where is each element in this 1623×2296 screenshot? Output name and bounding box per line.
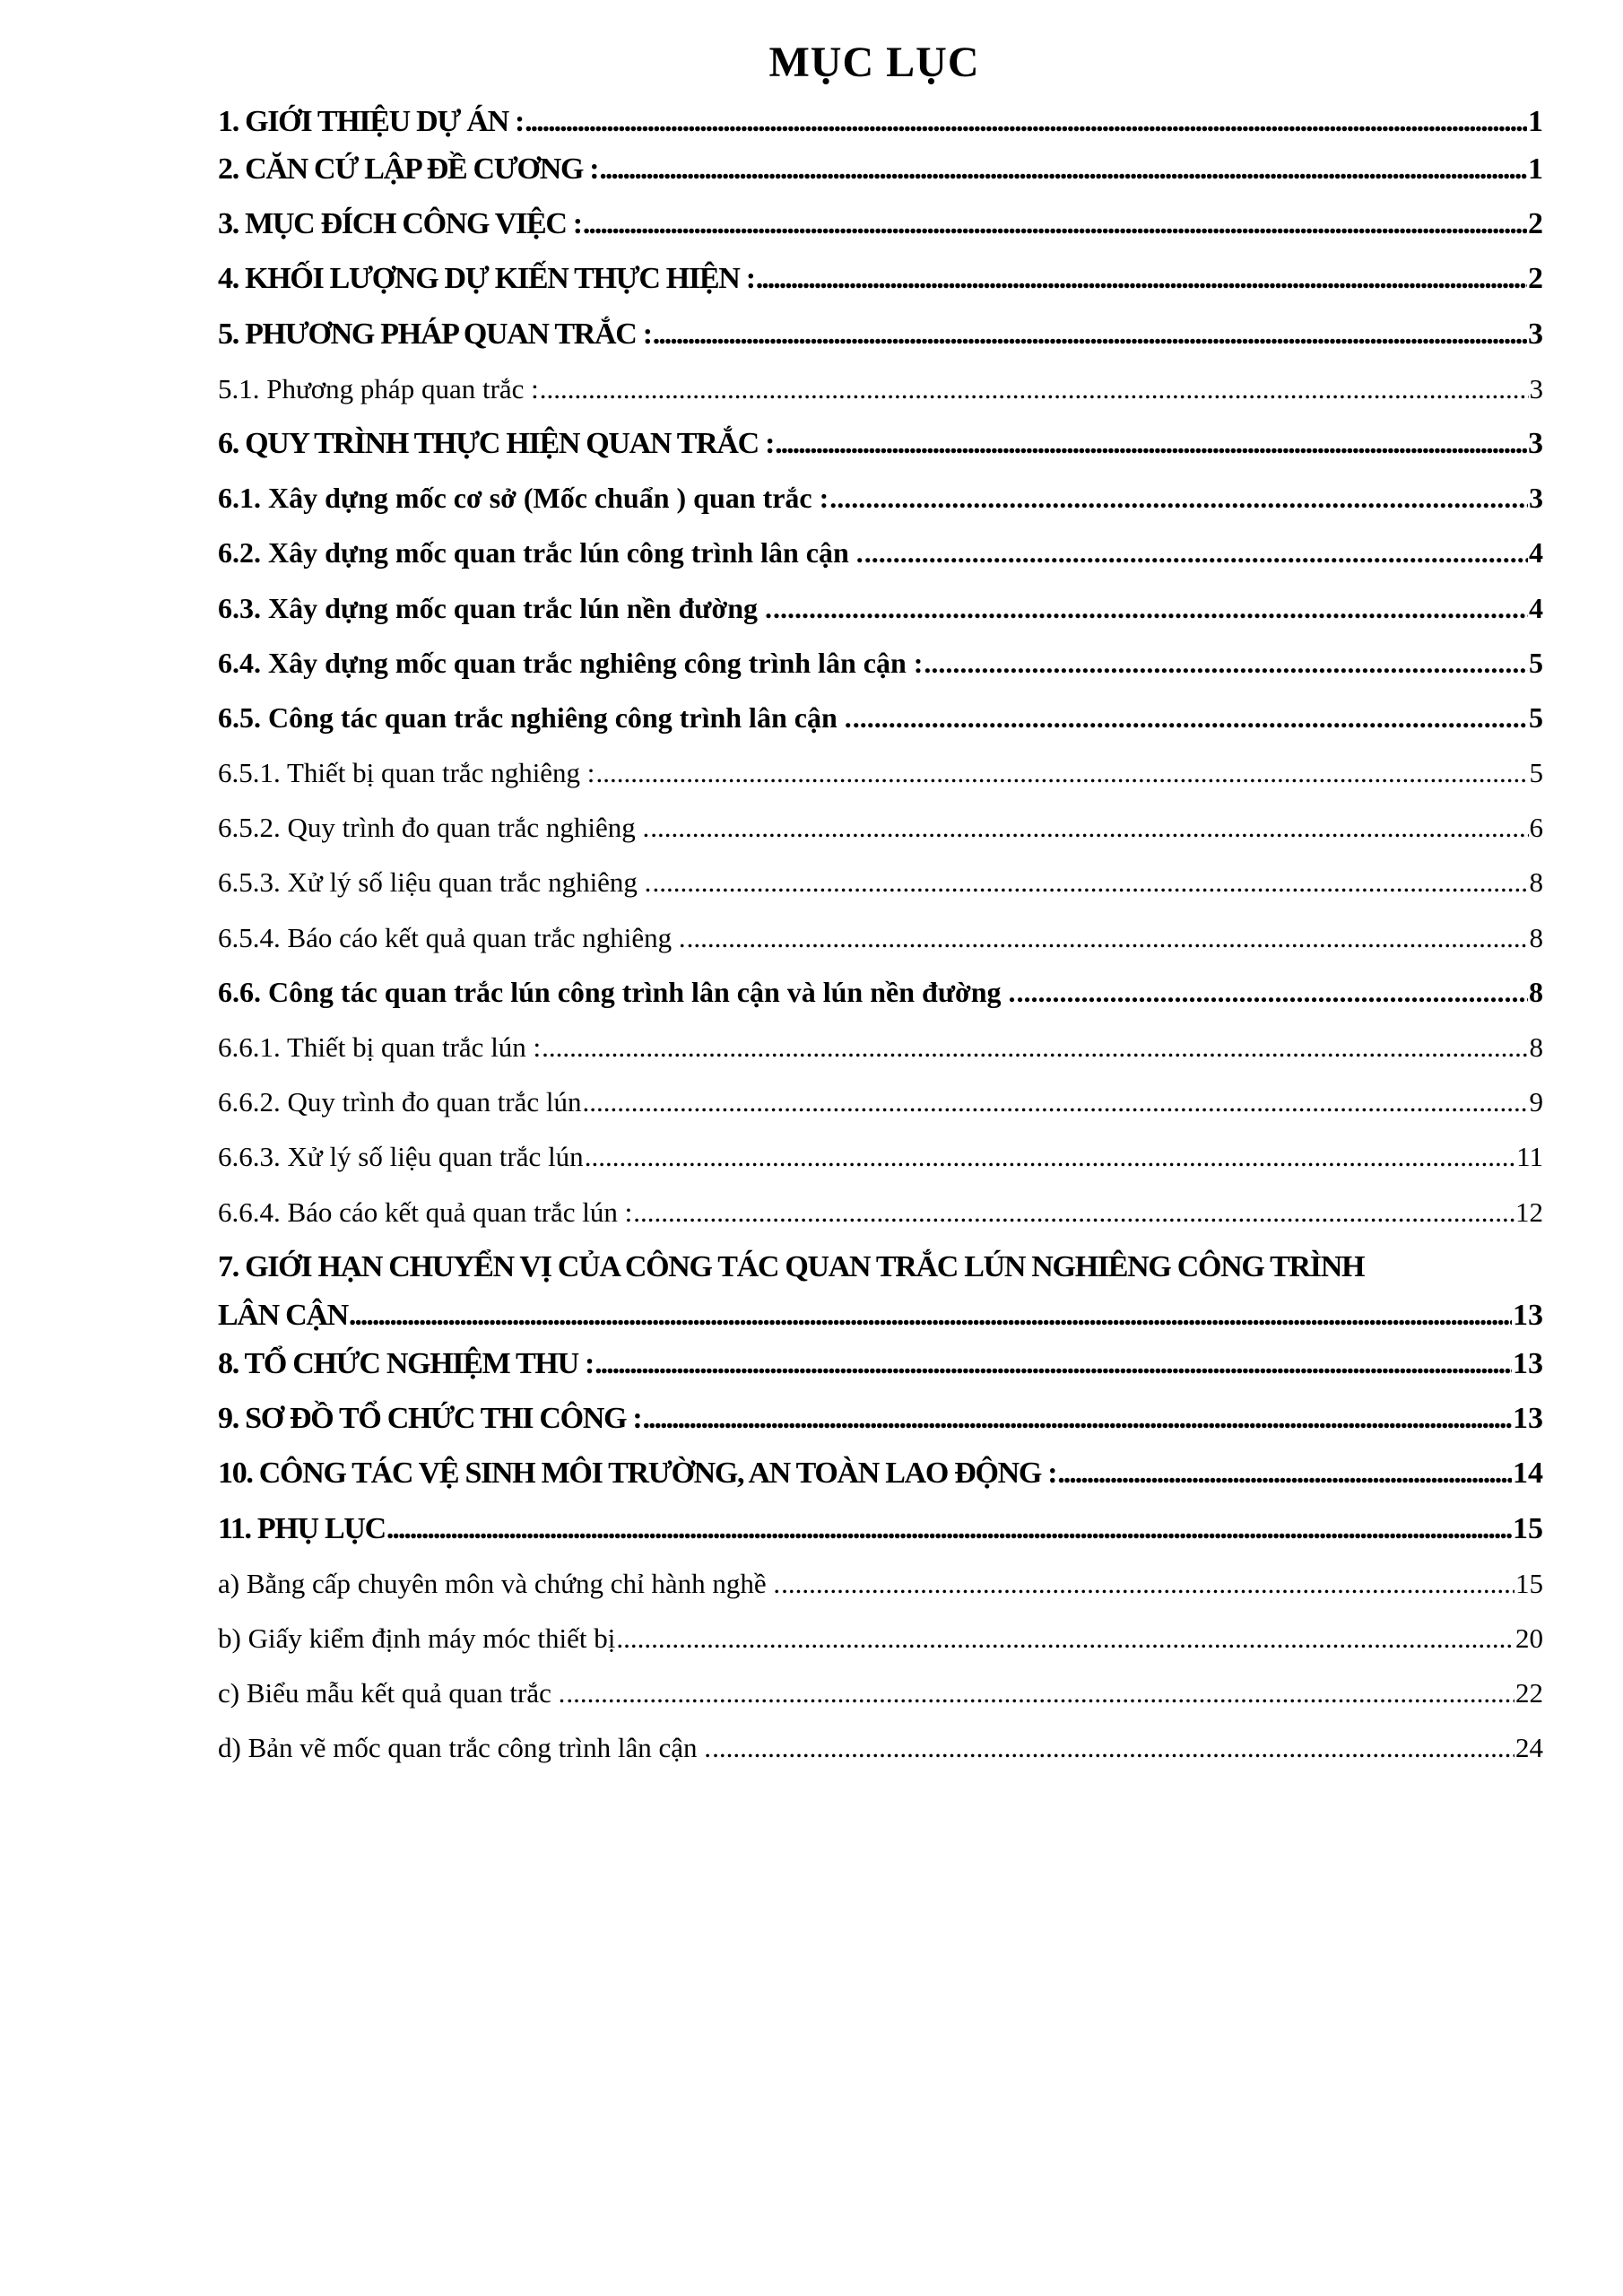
- toc-entry-label: 4. KHỐI LƯỢNG DỰ KIẾN THỰC HIỆN :: [218, 262, 755, 296]
- toc-page-number: 5: [1529, 757, 1543, 789]
- toc-entry-8[interactable]: [218, 1336, 1543, 1391]
- toc-page-number: 12: [1515, 1196, 1543, 1228]
- dot-leader: [756, 251, 1527, 306]
- toc-page-number: 1: [1528, 152, 1543, 186]
- toc-entry-label: 6.4. Xây dựng mốc quan trắc nghiêng công trình lân cận :: [218, 646, 924, 679]
- toc-entry-label: c) Biểu mẫu kết quả quan trắc .: [218, 1677, 566, 1709]
- toc-entry-5-1[interactable]: [218, 361, 1543, 416]
- toc-page-number: 5: [1529, 646, 1543, 679]
- toc-entry-label: 10. CÔNG TÁC VỆ SINH MÔI TRƯỜNG, AN TOÀN LAO ĐỘNG :: [218, 1457, 1057, 1491]
- toc-entry-6-4[interactable]: [218, 636, 1543, 691]
- toc-page-number: 13: [1513, 1298, 1543, 1332]
- dot-leader: [599, 142, 1527, 196]
- toc-entry-6-5-4[interactable]: [218, 910, 1543, 965]
- dot-leader: [1017, 965, 1528, 1020]
- toc-entry-label: 6.5.3. Xử lý số liệu quan trắc nghiêng .: [218, 866, 652, 899]
- toc-entry-label: 6.6.2. Quy trình đo quan trắc lún: [218, 1086, 582, 1118]
- dot-leader: [386, 1501, 1512, 1556]
- toc-page-number: 6: [1529, 812, 1543, 844]
- toc-page-number: 3: [1528, 317, 1543, 351]
- toc-entry-7[interactable]: [218, 1239, 1543, 1336]
- toc-entry-label: 8. TỔ CHỨC NGHIỆM THU :: [218, 1346, 595, 1380]
- toc-entry-label: 6.6.3. Xử lý số liệu quan trắc lún: [218, 1141, 584, 1173]
- toc-entry-6-6-4[interactable]: [218, 1185, 1543, 1239]
- dot-leader: [924, 636, 1528, 691]
- dot-leader: [773, 581, 1528, 636]
- dot-leader: [616, 1611, 1515, 1665]
- dot-leader: [853, 691, 1528, 745]
- toc-entry-label: 9. SƠ ĐỒ TỔ CHỨC THI CÔNG :: [218, 1402, 642, 1436]
- toc-entry-label: 6.2. Xây dựng mốc quan trắc lún công trình lân cận .: [218, 536, 864, 570]
- dot-leader: [540, 361, 1529, 416]
- dot-leader: [595, 745, 1528, 800]
- toc-entry-label: 6.6.1. Thiết bị quan trắc lún :: [218, 1031, 542, 1063]
- toc-entry-6-5[interactable]: [218, 691, 1543, 745]
- toc-entry-6-6-1[interactable]: [218, 1020, 1543, 1074]
- toc-page-number: 8: [1529, 975, 1543, 1008]
- toc-entry-label: b) Giấy kiểm định máy móc thiết bị: [218, 1622, 616, 1654]
- toc-page-number: 2: [1528, 207, 1543, 241]
- toc-entry-6-5-3[interactable]: [218, 855, 1543, 909]
- toc-page-number: 3: [1528, 426, 1543, 460]
- dot-leader: [864, 526, 1528, 580]
- dot-leader: [712, 1720, 1515, 1775]
- toc-entry-11-b[interactable]: [218, 1611, 1543, 1665]
- dot-leader: [542, 1020, 1528, 1074]
- dot-leader: [642, 1391, 1512, 1446]
- toc-page-number: 20: [1515, 1622, 1543, 1654]
- dot-leader: [595, 1336, 1512, 1391]
- toc-entry-6-6[interactable]: [218, 965, 1543, 1020]
- toc-entry-label: d) Bản vẽ mốc quan trắc công trình lân cận .: [218, 1732, 712, 1764]
- toc-entry-6-6-3[interactable]: [218, 1129, 1543, 1184]
- toc-entry-label: 6.5.1. Thiết bị quan trắc nghiêng :: [218, 757, 595, 789]
- toc-entry-label: 11. PHỤ LỤC: [218, 1511, 386, 1545]
- toc-entry-6-5-2[interactable]: [218, 800, 1543, 855]
- toc-entry-label: 2. CĂN CỨ LẬP ĐỀ CƯƠNG :: [218, 152, 599, 186]
- toc-page-number: 24: [1515, 1732, 1543, 1764]
- toc-entry-11-d[interactable]: [218, 1720, 1543, 1775]
- toc-entry-9[interactable]: [218, 1391, 1543, 1446]
- toc-entry-label: 6.6. Công tác quan trắc lún công trình lân cận và lún nền đường .: [218, 975, 1016, 1008]
- toc-entry-11-a[interactable]: [218, 1556, 1543, 1611]
- toc-page-number: 22: [1515, 1677, 1543, 1709]
- dot-leader: [650, 800, 1528, 855]
- toc-entry-label: 6. QUY TRÌNH THỰC HIỆN QUAN TRẮC :: [218, 426, 775, 460]
- table-of-contents: [218, 102, 1543, 1775]
- toc-entry-label: 6.6.4. Báo cáo kết quả quan trắc lún :: [218, 1196, 633, 1228]
- toc-entry-1[interactable]: [218, 102, 1543, 142]
- toc-entry-6-1[interactable]: [218, 471, 1543, 526]
- dot-leader: [525, 102, 1527, 142]
- toc-page-number: 3: [1529, 372, 1543, 404]
- dot-leader: [583, 1074, 1529, 1129]
- toc-page-number: 8: [1529, 866, 1543, 899]
- dot-leader: [583, 196, 1527, 251]
- toc-page-number: 4: [1529, 536, 1543, 570]
- page-title: MỤC LỤC: [768, 39, 980, 86]
- toc-page-number: 9: [1529, 1086, 1543, 1118]
- toc-entry-3[interactable]: [218, 196, 1543, 251]
- toc-page-number: 4: [1529, 591, 1543, 624]
- toc-entry-label: 1. GIỚI THIỆU DỰ ÁN :: [218, 105, 525, 138]
- toc-page-number: 13: [1513, 1402, 1543, 1436]
- toc-page-number: 3: [1529, 482, 1543, 515]
- toc-entry-label: 5.1. Phương pháp quan trắc :: [218, 372, 539, 404]
- toc-entry-label: 3. MỤC ĐÍCH CÔNG VIỆC :: [218, 207, 582, 241]
- toc-entry-6-5-1[interactable]: [218, 745, 1543, 800]
- toc-entry-label-line1: 7. GIỚI HẠN CHUYỂN VỊ CỦA CÔNG TÁC QUAN TRẮC LÚN NGHIÊNG CÔNG TRÌNH: [218, 1249, 1365, 1283]
- dot-leader: [633, 1185, 1515, 1239]
- toc-entry-label: a) Bằng cấp chuyên môn và chứng chỉ hành nghề .: [218, 1567, 781, 1599]
- toc-page-number: 15: [1513, 1511, 1543, 1545]
- toc-page-number: 2: [1528, 262, 1543, 296]
- toc-entry-label: 6.5. Công tác quan trắc nghiêng công trình lân cận .: [218, 700, 852, 734]
- toc-page-number: 13: [1513, 1346, 1543, 1380]
- toc-page-number: 8: [1529, 1031, 1543, 1063]
- toc-entry-4[interactable]: [218, 251, 1543, 306]
- dot-leader: [652, 855, 1528, 909]
- toc-entry-5[interactable]: [218, 307, 1543, 361]
- toc-entry-label: LÂN CẬN: [218, 1298, 348, 1332]
- dot-leader: [653, 307, 1527, 361]
- toc-entry-label: 5. PHƯƠNG PHÁP QUAN TRẮC :: [218, 317, 652, 351]
- toc-entry-label: 6.3. Xây dựng mốc quan trắc lún nền đường .: [218, 591, 773, 624]
- toc-entry-label: 6.1. Xây dựng mốc cơ sở (Mốc chuẩn ) quan trắc :: [218, 482, 829, 515]
- dot-leader: [349, 1294, 1512, 1336]
- toc-page-number: 15: [1515, 1567, 1543, 1599]
- toc-entry-6-3[interactable]: [218, 581, 1543, 636]
- toc-entry-10[interactable]: [218, 1446, 1543, 1500]
- dot-leader: [775, 416, 1527, 471]
- toc-entry-6[interactable]: [218, 416, 1543, 471]
- dot-leader: [1057, 1446, 1512, 1500]
- toc-entry-label: 6.5.4. Báo cáo kết quả quan trắc nghiêng .: [218, 921, 686, 953]
- toc-page-number: 5: [1529, 700, 1543, 734]
- toc-entry-label: 6.5.2. Quy trình đo quan trắc nghiêng .: [218, 812, 650, 844]
- toc-page-number: 11: [1516, 1141, 1543, 1173]
- dot-leader: [687, 910, 1529, 965]
- dot-leader: [585, 1129, 1515, 1184]
- toc-page-number: 14: [1513, 1457, 1543, 1491]
- toc-page-number: 1: [1528, 105, 1543, 138]
- dot-leader: [781, 1556, 1515, 1611]
- toc-entry-6-2[interactable]: [218, 526, 1543, 580]
- toc-page-number: 8: [1529, 921, 1543, 953]
- toc-entry-11-c[interactable]: [218, 1665, 1543, 1720]
- dot-leader: [566, 1665, 1515, 1720]
- dot-leader: [829, 471, 1528, 526]
- toc-entry-6-6-2[interactable]: [218, 1074, 1543, 1129]
- toc-entry-11[interactable]: [218, 1501, 1543, 1556]
- toc-entry-2[interactable]: [218, 142, 1543, 196]
